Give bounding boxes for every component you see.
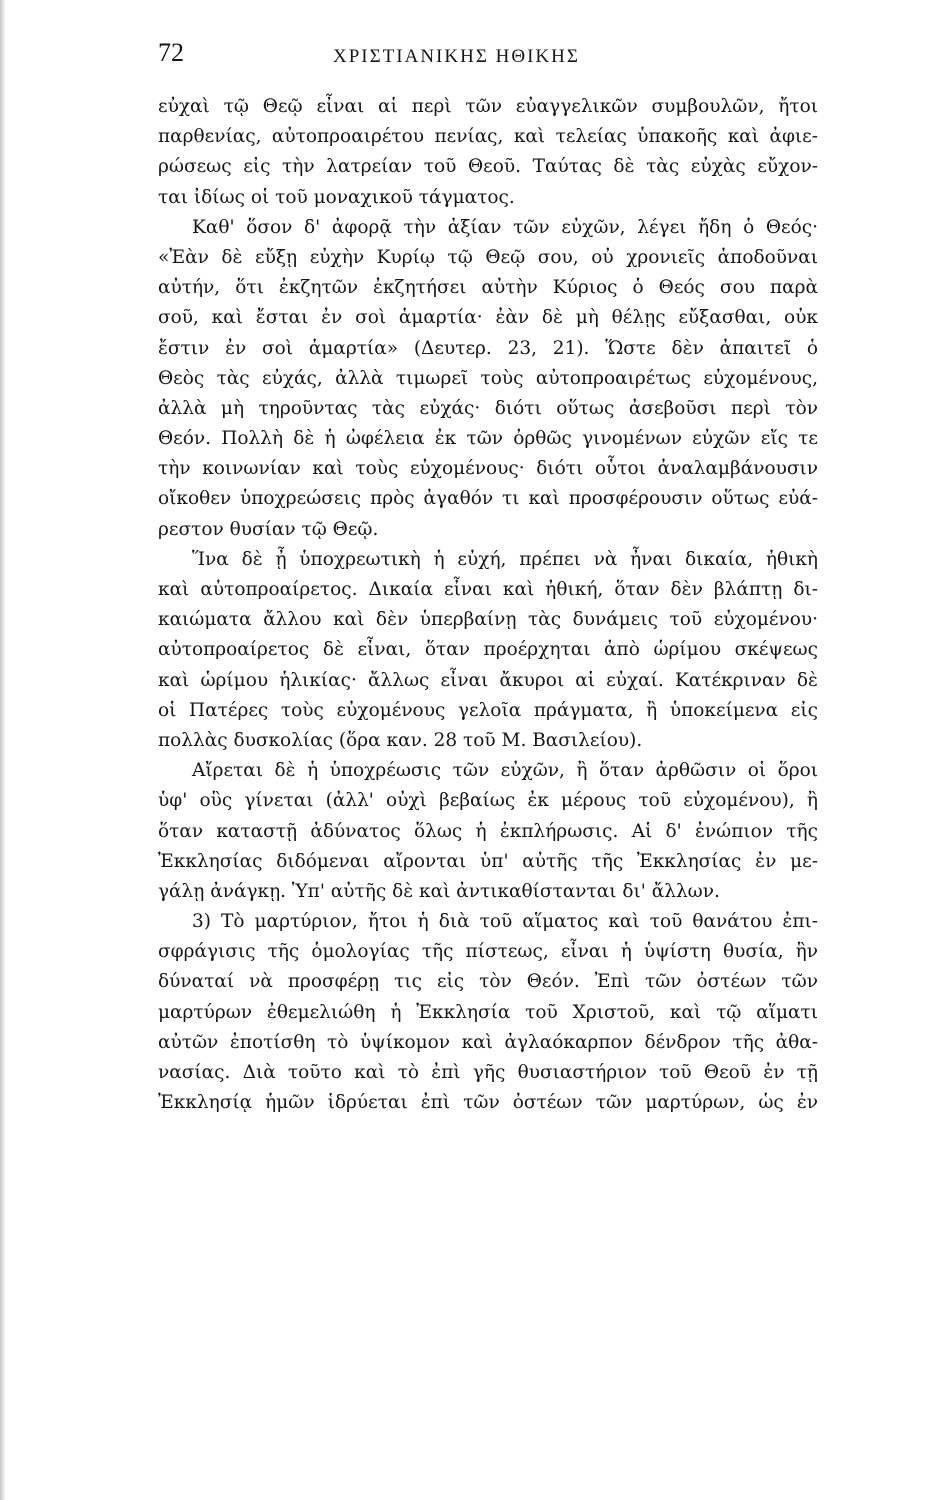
text-line: τὴν κοινωνίαν καὶ τοὺς εὐχομένους· διότι οὗτοι ἀναλαμβάνουσιν bbox=[158, 458, 818, 480]
text-line: σφράγισις τῆς ὁμολογίας τῆς πίστεως, εἶναι ἡ ὑψίστη θυσία, ἣν bbox=[158, 941, 818, 963]
text-line: Ἐκκλησίας διδόμεναι αἴρονται ὑπ' αὐτῆς τῆς Ἐκκλησίας ἐν με- bbox=[158, 850, 818, 872]
text-line: Ἐκκλησίᾳ ἡμῶν ἱδρύεται ἐπὶ τῶν ὀστέων τῶν μαρτύρων, ὡς ἐν bbox=[158, 1092, 818, 1114]
text-line: ὑφ' οὓς γίνεται (ἀλλ' οὐχὶ βεβαίως ἐκ μέρους τοῦ εὐχομένου), ἢ bbox=[158, 790, 818, 812]
text-line: νασίας. Διὰ τοῦτο καὶ τὸ ἐπὶ γῆς θυσιαστήριον τοῦ Θεοῦ ἐν τῇ bbox=[158, 1062, 818, 1083]
body-text bbox=[158, 92, 818, 1118]
text-line: μαρτύρων ἐθεμελιώθη ἡ Ἐκκλησία τοῦ Χριστοῦ, καὶ τῷ αἵματι bbox=[158, 1001, 818, 1023]
text-line: Ἵνα δὲ ᾖ ὑποχρεωτικὴ ἡ εὐχή, πρέπει νὰ ἦναι δικαία, ἠθικὴ bbox=[192, 548, 818, 570]
paragraph bbox=[158, 907, 818, 1118]
scan-shadow-edge bbox=[0, 0, 6, 1500]
text-line: Θεόν. Πολλὴ δὲ ἡ ὠφέλεια ἐκ τῶν ὀρθῶς γινομένων εὐχῶν εἴς τε bbox=[158, 428, 818, 450]
text-line: αὐτῶν ἐποτίσθη τὸ ὑψίκομον καὶ ἀγλαόκαρπον δένδρον τῆς ἀθα- bbox=[158, 1031, 818, 1053]
running-head bbox=[158, 38, 818, 78]
text-line: ρεστον θυσίαν τῷ Θεῷ. bbox=[158, 518, 379, 540]
text-line: ται ἰδίως οἱ τοῦ μοναχικοῦ τάγματος. bbox=[158, 186, 515, 208]
text-line: σοῦ, καὶ ἔσται ἐν σοὶ ἁμαρτία· ἐὰν δὲ μὴ θέλῃς εὔξασθαι, οὐκ bbox=[158, 307, 818, 329]
text-line: Καθ' ὅσον δ' ἀφορᾷ τὴν ἀξίαν τῶν εὐχῶν, λέγει ἤδη ὁ Θεός· bbox=[192, 216, 818, 238]
paragraph bbox=[158, 756, 818, 907]
text-line: αὐτήν, ὅτι ἐκζητῶν ἐκζητήσει αὐτὴν Κύριος ὁ Θεός σου παρὰ bbox=[158, 277, 818, 299]
text-line: ὅταν καταστῇ ἀδύνατος ὅλως ἡ ἐκπλήρωσις. Αἱ δ' ἐνώπιον τῆς bbox=[158, 820, 818, 842]
text-line: καὶ ὡρίμου ἡλικίας· ἄλλως εἶναι ἄκυροι αἱ εὐχαί. Κατέκριναν δὲ bbox=[158, 669, 818, 691]
text-line: οἱ Πατέρες τοὺς εὐχομένους γελοῖα πράγματα, ἢ ὑποκείμενα εἰς bbox=[158, 699, 818, 721]
text-line: 3) Τὸ μαρτύριον, ἤτοι ἡ διὰ τοῦ αἵματος καὶ τοῦ θανάτου ἐπι- bbox=[192, 911, 818, 933]
text-line: εὐχαὶ τῷ Θεῷ εἶναι αἱ περὶ τῶν εὐαγγελικῶν συμβουλῶν, ἤτοι bbox=[158, 96, 818, 117]
text-line: δύναταί νὰ προσφέρῃ τις εἰς τὸν Θεόν. Ἐπὶ τῶν ὀστέων τῶν bbox=[158, 971, 818, 993]
text-line: Θεὸς τὰς εὐχάς, ἀλλὰ τιμωρεῖ τοὺς αὐτοπροαιρέτως εὐχομένους, bbox=[158, 367, 818, 389]
text-line: ἔστιν ἐν σοὶ ἁμαρτία» (Δευτερ. 23, 21). Ὥστε δὲν ἀπαιτεῖ ὁ bbox=[158, 337, 818, 359]
text-line: «Ἐὰν δὲ εὔξῃ εὐχὴν Κυρίῳ τῷ Θεῷ σου, οὐ χρονιεῖς ἀποδοῦναι bbox=[158, 246, 818, 268]
text-line: αὐτοπροαίρετος δὲ εἶναι, ὅταν προέρχηται ἀπὸ ὡρίμου σκέψεως bbox=[158, 639, 818, 661]
paragraph bbox=[158, 213, 818, 545]
text-line: ρώσεως εἰς τὴν λατρείαν τοῦ Θεοῦ. Ταύτας δὲ τὰς εὐχὰς εὔχον- bbox=[158, 156, 818, 178]
text-line: Αἴρεται δὲ ἡ ὑποχρέωσις τῶν εὐχῶν, ἢ ὅταν ἀρθῶσιν οἱ ὅροι bbox=[192, 760, 818, 782]
page-number: 72 bbox=[158, 38, 184, 67]
paragraph bbox=[158, 92, 818, 213]
text-line: ἀλλὰ μὴ τηροῦντας τὰς εὐχάς· διότι οὕτως ἀσεβοῦσι περὶ τὸν bbox=[158, 397, 818, 419]
text-line: γάλῃ ἀνάγκῃ. Ὑπ' αὐτῆς δὲ καὶ ἀντικαθίστανται δι' ἄλλων. bbox=[158, 880, 720, 902]
text-line: καιώματα ἄλλου καὶ δὲν ὑπερβαίνῃ τὰς δυνάμεις τοῦ εὐχομένου· bbox=[158, 609, 818, 631]
text-line: οἴκοθεν ὑποχρεώσεις πρὸς ἀγαθόν τι καὶ προσφέρουσιν οὕτως εὐά- bbox=[158, 488, 818, 510]
text-line: καὶ αὐτοπροαίρετος. Δικαία εἶναι καὶ ἠθική, ὅταν δὲν βλάπτῃ δι- bbox=[158, 579, 818, 600]
running-title: ΧΡΙΣΤΙΑΝΙΚΗΣ ΗΘΙΚΗΣ bbox=[333, 46, 580, 67]
text-line: παρθενίας, αὐτοπροαιρέτου πενίας, καὶ τελείας ὑπακοῆς καὶ ἀφιε- bbox=[158, 126, 818, 148]
text-line: πολλὰς δυσκολίας (ὅρα καν. 28 τοῦ Μ. Βασιλείου). bbox=[158, 729, 643, 751]
paragraph bbox=[158, 545, 818, 756]
